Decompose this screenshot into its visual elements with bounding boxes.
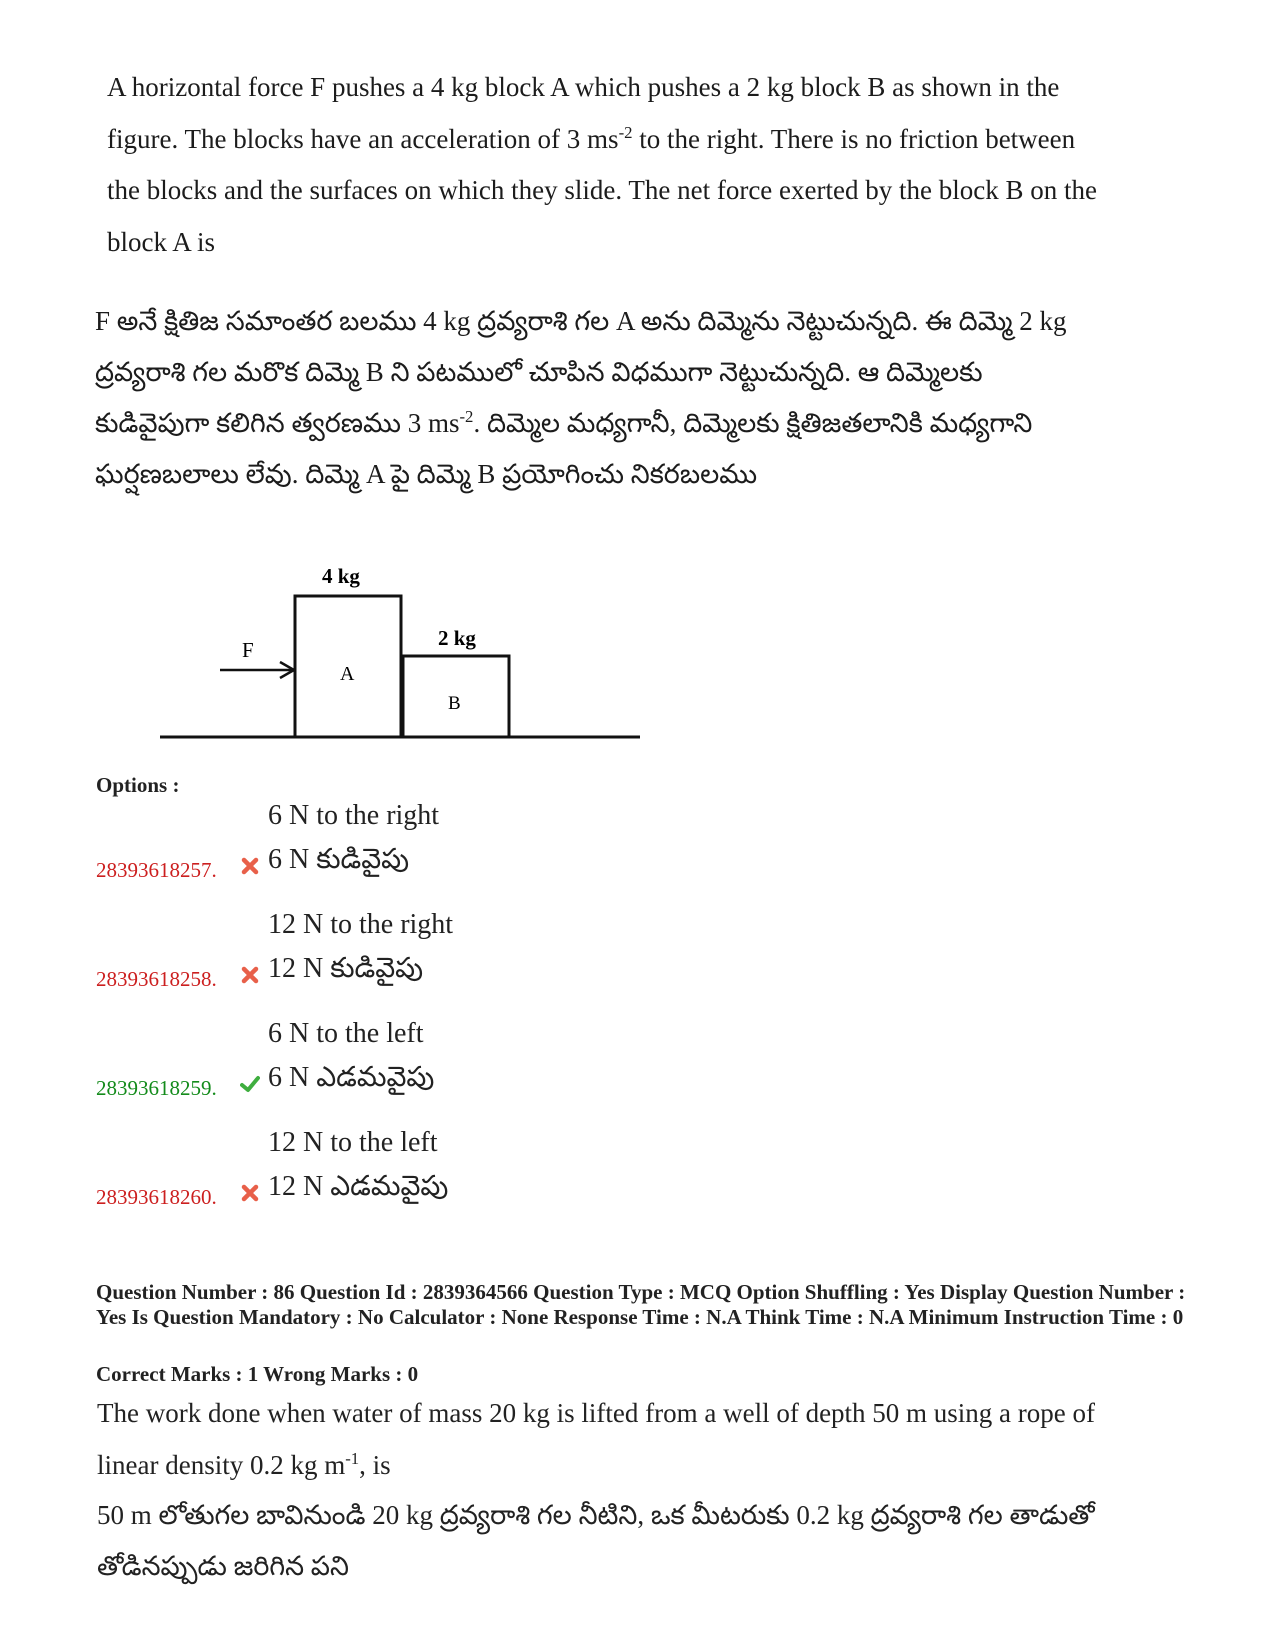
question-1-telugu-text-end: . దిమ్మెల మధ్యగానీ, దిమ్మెలకు క్షితిజతలానికి మధ్యగాని ఘర్షణబలాలు లేవు. దిమ్మె A పై దిమ్మె B ప్రయోగించు నికరబలము [95,408,1033,489]
block-b-mass-label: 2 kg [438,626,476,650]
option-1-id: 28393618257. [96,858,217,882]
blocks-figure [160,565,650,745]
options-heading: Options : [96,773,180,797]
question-2-english [97,1388,1097,1491]
option-2[interactable] [0,909,900,1009]
wrong-mark-icon [240,1183,260,1203]
question-1-telugu-superscript: -2 [459,407,474,426]
option-1-english: 6 N to the right [268,800,440,831]
option-3-id: 28393618259. [96,1076,217,1100]
option-1-telugu: 6 N కుడివైపు [268,844,410,875]
question-1-english-text: A horizontal force F pushes a 4 kg block A which pushes a 2 kg block B as shown in the figure. The blocks have an acceleration of 3 ms [107,72,1060,154]
block-a-mass-label: 4 kg [322,565,360,588]
block-a-label: A [340,663,355,685]
option-4-telugu: 12 N ఎడమవైపు [268,1171,449,1202]
question-2-telugu: 50 m లోతుగల బావినుండి 20 kg ద్రవ్యరాశి గల నీటిని, ఒక మీటరుకు 0.2 kg ద్రవ్యరాశి గల తాడుతో తోడినప్పుడు జరిగిన పని [97,1500,1095,1581]
option-3[interactable] [0,1018,900,1118]
option-1[interactable] [0,800,900,900]
question-1-telugu-text: F అనే క్షితిజ సమాంతర బలము 4 kg ద్రవ్యరాశి గల A అను దిమ్మెను నెట్టుచున్నది. ఈ దిమ్మె 2 kg ద్రవ్యరాశి గల మరొక దిమ్మె B ని పటములో చూపిన విధముగా నెట్టుచున్నది. ఆ దిమ్మెలకు కుడివైపుగా కలిగిన త్వరణము 3 ms [95,306,1067,438]
option-4-english: 12 N to the left [268,1127,438,1158]
question-1-english-text-end: to the right. There is no friction between the blocks and the surfaces on which they slide. The net force exerted by the block B on the block A is [107,123,1097,257]
question-2-metadata: Question Number : 86 Question Id : 2839364566 Question Type : MCQ Option Shuffling : Yes Display Question Number : Yes Is Question Mandatory : No Calculator : None Response Time : N.A Think Time : N.A Minimum Instruction Time : 0 [96,1280,1186,1329]
option-3-telugu: 6 N ఎడమవైపు [268,1062,435,1093]
question-1-english-superscript: -2 [618,122,633,142]
question-2-english-text: The work done when water of mass 20 kg is lifted from a well of depth 50 m using a rope of linear density 0.2 kg m [97,1398,1096,1480]
correct-check-icon [240,1074,260,1094]
force-label: F [242,638,254,662]
option-2-english: 12 N to the right [268,909,454,940]
wrong-mark-icon [240,856,260,876]
question-2-marks: Correct Marks : 1 Wrong Marks : 0 [96,1362,419,1386]
block-b-label: B [448,693,461,714]
option-4[interactable] [0,1127,900,1227]
option-4-id: 28393618260. [96,1185,217,1209]
question-1-telugu [95,296,1095,500]
wrong-mark-icon [240,965,260,985]
option-2-id: 28393618258. [96,967,217,991]
question-2-english-superscript: -1 [345,1448,360,1468]
question-1-english [107,62,1097,268]
option-3-english: 6 N to the left [268,1018,424,1049]
option-2-telugu: 12 N కుడివైపు [268,953,424,984]
question-2-english-text-end: , is [359,1449,391,1480]
